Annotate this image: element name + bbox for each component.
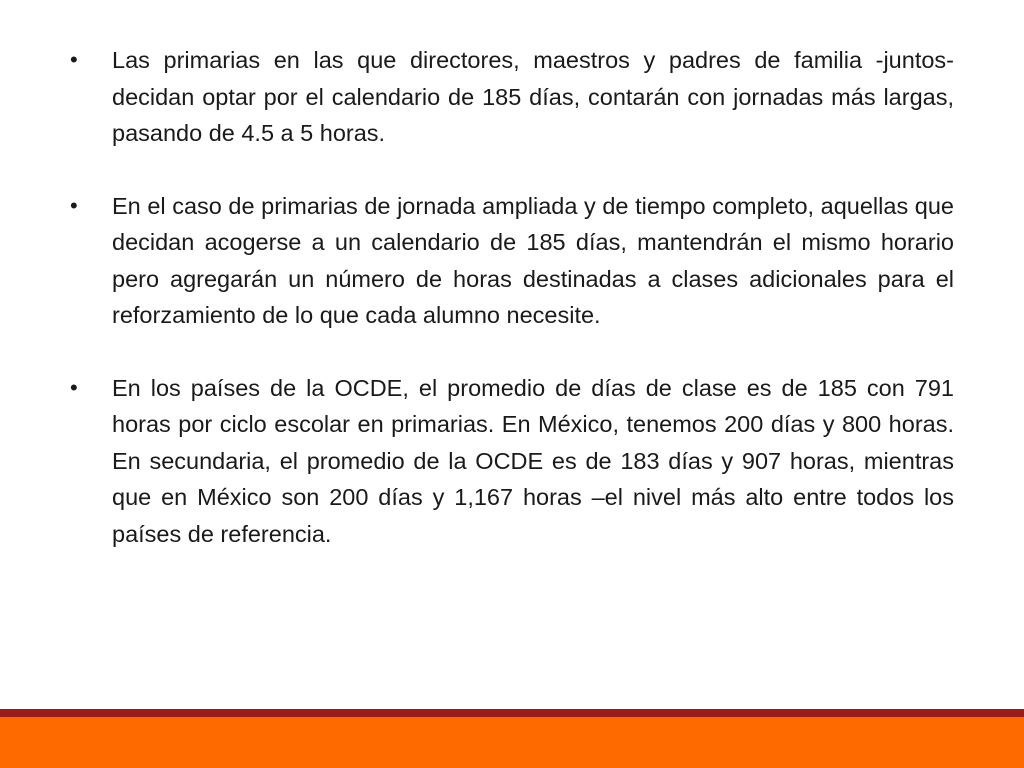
footer-band bbox=[0, 717, 1024, 768]
bullet-text: En el caso de primarias de jornada ampliada y de tiempo completo, aquellas que decidan acogerse a un calendario de 185 días, mantendrán el mismo horario pero agregarán un número de horas destinadas a clases adicionales para el reforzamiento de lo que cada alumno necesite. bbox=[112, 192, 954, 328]
bullet-icon: • bbox=[70, 47, 78, 72]
bullet-item bbox=[66, 370, 954, 553]
bullet-item bbox=[66, 188, 954, 334]
bullet-text: En los países de la OCDE, el promedio de días de clase es de 185 con 791 horas por ciclo escolar en primarias. En México, tenemos 200 días y 800 horas. En secundaria, el promedio de la OCDE es de 183 días y 907 horas, mientras que en México son 200 días y 1,167 horas –el nivel más alto entre todos los países de referencia. bbox=[112, 374, 954, 547]
bullet-icon: • bbox=[70, 374, 78, 400]
footer-rule bbox=[0, 709, 1024, 717]
bullet-icon: • bbox=[70, 192, 78, 218]
bullet-list bbox=[66, 42, 954, 588]
bullet-text: Las primarias en las que directores, maestros y padres de familia -juntos- decidan optar por el calendario de 185 días, contarán con jornadas más largas, pasando de 4.5 a 5 horas. bbox=[112, 47, 954, 146]
bullet-item bbox=[66, 42, 954, 152]
